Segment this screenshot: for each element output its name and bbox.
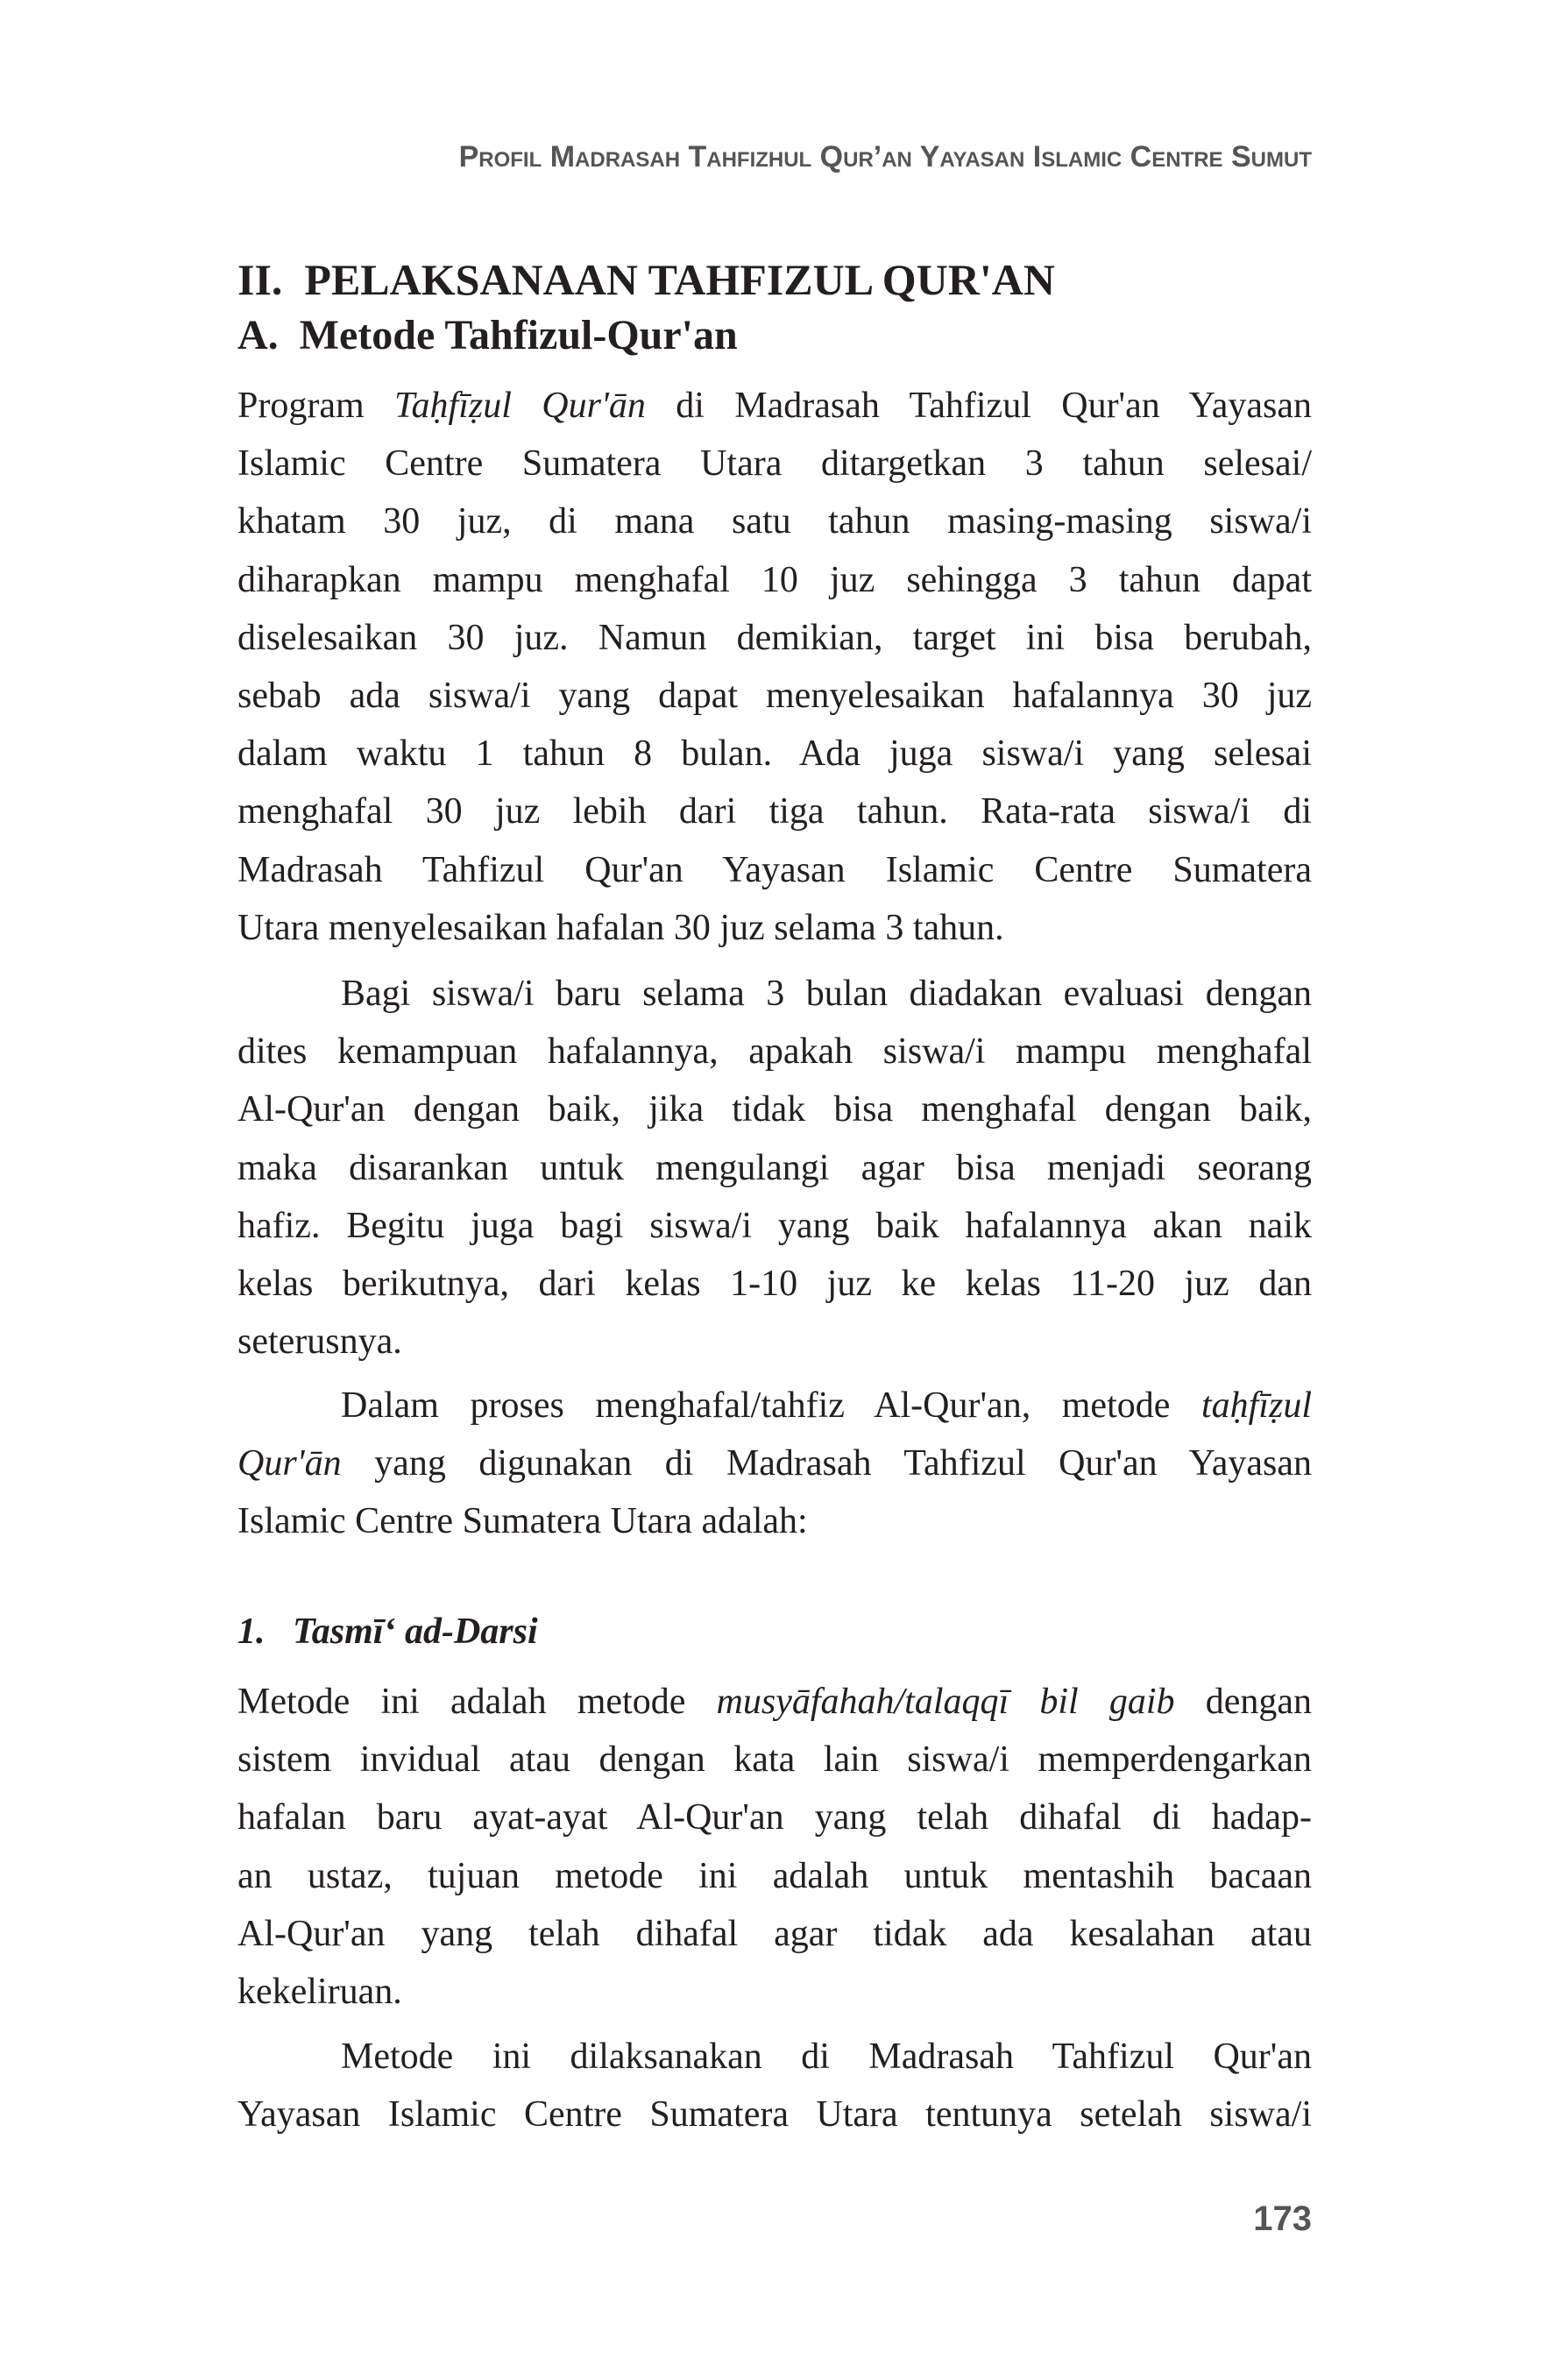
text-segment: diselesaikan 30 juz. Namun demikian, target ini bisa berubah,: [237, 617, 1312, 658]
text-line: [237, 1434, 1312, 1492]
text-segment: Islamic Centre Sumatera Utara ditargetkan 3 tahun selesai/: [237, 443, 1312, 485]
text-line: [237, 609, 1312, 667]
text-line: [237, 1905, 1312, 1963]
text-line: [237, 1255, 1312, 1313]
text-line: [237, 667, 1312, 725]
paragraph: [237, 377, 1312, 957]
text-line: [237, 965, 1312, 1023]
text-line: [237, 551, 1312, 609]
text-segment: hafalan baru ayat-ayat Al-Qur'an yang telah dihafal di hadap-: [237, 1797, 1312, 1838]
text-segment: khatam 30 juz, di mana satu tahun masing-masing siswa/i: [237, 501, 1312, 542]
text-line: [237, 2086, 1312, 2143]
text-segment: sebab ada siswa/i yang dapat menyelesaikan hafalannya 30 juz: [237, 675, 1312, 716]
paragraph: [237, 1377, 1312, 1551]
text-line: [237, 783, 1312, 840]
paragraph: [237, 965, 1312, 1371]
running-head: Profil Madrasah Tahfizhul Qur’an Yayasan Islamic Centre Sumut: [458, 140, 1312, 174]
text-segment: Madrasah Tahfizul Qur'an Yayasan Islamic Centre Sumatera: [237, 849, 1312, 890]
text-line: [237, 1963, 1312, 2021]
text-segment: yang digunakan di Madrasah Tahfizul Qur'an Yayasan: [341, 1443, 1312, 1484]
text-segment: Islamic Centre Sumatera Utara adalah:: [237, 1501, 808, 1542]
text-segment: Al-Qur'an yang telah dihafal agar tidak ada kesalahan atau: [237, 1913, 1312, 1954]
text-segment: Metode ini dilaksanakan di Madrasah Tahfizul Qur'an: [341, 2036, 1312, 2077]
text-segment: menghafal 30 juz lebih dari tiga tahun. Rata-rata siswa/i di: [237, 791, 1312, 832]
text-segment: Yayasan Islamic Centre Sumatera Utara tentunya setelah siswa/i: [237, 2094, 1312, 2136]
text-segment: dites kemampuan hafalannya, apakah siswa/i mampu menghafal: [237, 1031, 1312, 1073]
text-line: [237, 1023, 1312, 1080]
paragraph: [237, 2028, 1312, 2143]
text-line: [237, 899, 1312, 957]
text-segment: di Madrasah Tahfizul Qur'an Yayasan: [645, 386, 1312, 426]
text-segment: hafiz. Begitu juga bagi siswa/i yang baik hafalannya akan naik: [237, 1205, 1312, 1246]
text-segment: Dalam proses menghafal/tahfiz Al-Qur'an, metode: [341, 1385, 1201, 1426]
text-segment: dengan: [1174, 1682, 1312, 1722]
text-line: [237, 1492, 1312, 1550]
text-segment: an ustaz, tujuan metode ini adalah untuk mentashih bacaan: [237, 1855, 1312, 1896]
italic-term: Taḥfīẓul Qur'ān: [394, 386, 646, 426]
text-line: [237, 1080, 1312, 1138]
text-line: [237, 1731, 1312, 1789]
section-heading: II. PELAKSANAAN TAHFIZUL QUR'AN: [237, 255, 1056, 304]
text-line: [237, 435, 1312, 492]
text-segment: dalam waktu 1 tahun 8 bulan. Ada juga siswa/i yang selesai: [237, 733, 1312, 775]
italic-term: Qur'ān: [237, 1443, 342, 1484]
text-segment: kekeliruan.: [237, 1971, 402, 2012]
text-segment: kelas berikutnya, dari kelas 1-10 juz ke kelas 11-20 juz dan: [237, 1263, 1312, 1304]
text-line: [237, 1673, 1312, 1731]
text-line: [237, 1789, 1312, 1846]
text-segment: seterusnya.: [237, 1321, 402, 1363]
text-line: [237, 1847, 1312, 1905]
text-segment: Program: [237, 386, 395, 426]
text-line: [237, 2028, 1312, 2086]
paragraph: [237, 1673, 1312, 2021]
italic-term: musyāfahah/talaqqī bil gaib: [716, 1682, 1175, 1722]
text-segment: maka disarankan untuk mengulangi agar bisa menjadi seorang: [237, 1147, 1312, 1188]
text-line: [237, 1197, 1312, 1255]
text-segment: sistem invidual atau dengan kata lain siswa/i memperdengarkan: [237, 1739, 1312, 1781]
text-line: [237, 1313, 1312, 1371]
text-line: [237, 1377, 1312, 1434]
text-line: [237, 377, 1312, 435]
subsection-heading: A. Metode Tahfizul-Qur'an: [237, 312, 738, 358]
text-line: [237, 492, 1312, 550]
text-segment: Bagi siswa/i baru selama 3 bulan diadakan evaluasi dengan: [341, 974, 1312, 1014]
page-number: 173: [1253, 2199, 1312, 2238]
text-line: [237, 841, 1312, 899]
text-segment: Al-Qur'an dengan baik, jika tidak bisa menghafal dengan baik,: [237, 1089, 1312, 1130]
method-heading: 1. Tasmī‘ ad-Darsi: [237, 1611, 538, 1652]
text-segment: Metode ini adalah metode: [237, 1682, 717, 1722]
text-segment: Utara menyelesaikan hafalan 30 juz selama 3 tahun.: [237, 907, 1004, 948]
text-line: [237, 725, 1312, 783]
text-segment: diharapkan mampu menghafal 10 juz sehingga 3 tahun dapat: [237, 559, 1312, 600]
text-line: [237, 1139, 1312, 1197]
italic-term: taḥfīẓul: [1200, 1385, 1312, 1426]
